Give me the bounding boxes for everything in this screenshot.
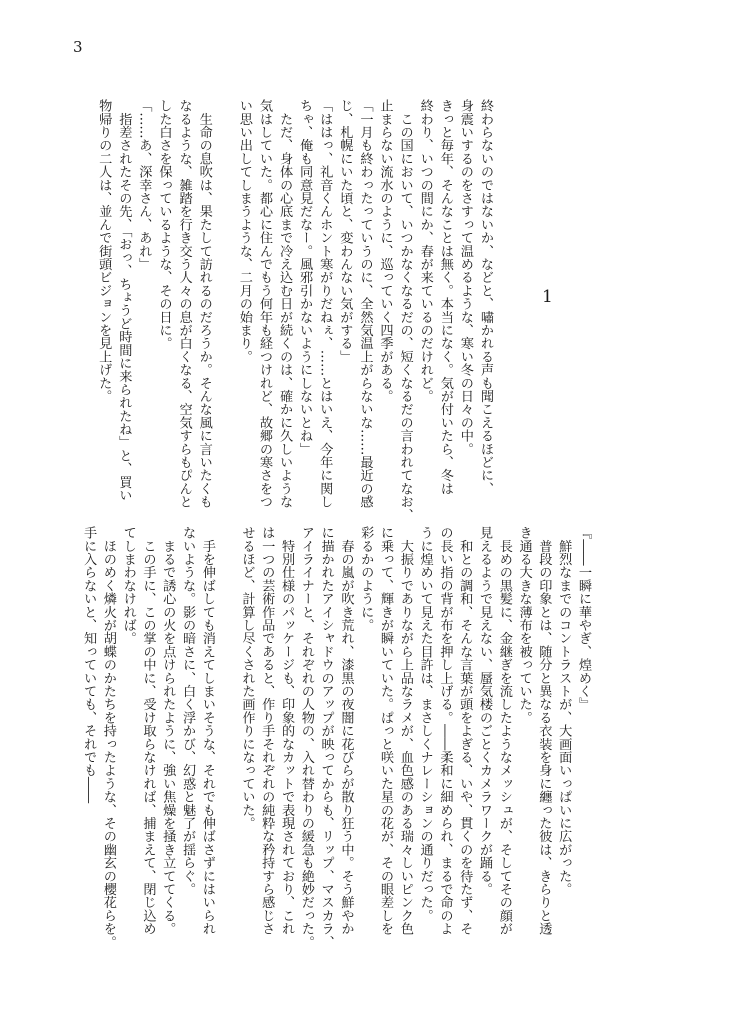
text-column: 普段の印象とは、随分と異なる衣装を身に纏った彼は、きらりと透 bbox=[536, 526, 552, 936]
text-column: 手に入らないと、知っていても、それでも―― bbox=[81, 526, 97, 804]
text-column: の長い指の背が布を押し上げる。――柔和に細められ、まるで命のよ bbox=[437, 526, 453, 936]
text-column: 長めの黒髪に、金継ぎを流したようなメッシュが、そしてその顔が bbox=[496, 526, 512, 936]
text-column: 身震いするのをさすって温めるような、寒い冬の日々の中。 bbox=[457, 99, 473, 456]
text-column: まるで誘心の火を点けられたように、強い焦燥を掻き立ててくる。 bbox=[160, 526, 176, 936]
text-column: 終わらないのではないか、などと、嘯かれる声も聞こえるほどに、 bbox=[478, 99, 493, 495]
text-column: きっと毎年、そんなことは無く。本当になく。気が付いたら、冬は bbox=[437, 99, 453, 495]
text-column: この国において、いつかなくなるだの、短くなるだの言われてなお、 bbox=[397, 99, 413, 522]
text-column: ただ、身体の心底まで冷え込む日が続くのは、確かに久しいような bbox=[277, 99, 293, 509]
text-column: 鮮烈なまでのコントラストが、大画面いっぱいに広がった。 bbox=[556, 526, 572, 896]
text-column: ちゃ、俺も同意見だなー。風邪引かないようにしないとね」 bbox=[297, 99, 313, 456]
text-column: 物帰りの二人は、並んで街頭ビジョンを見上げた。 bbox=[96, 99, 112, 403]
text-column: うに煌めいて見えた目許は、まさしくナレーションの通りだった。 bbox=[417, 526, 433, 922]
text-column: 「……あ、深幸さん、あれ」 bbox=[136, 99, 152, 271]
text-column: なるような、雑踏を行き交う人々の息が白くなる、空気すらもぴんと bbox=[176, 99, 192, 509]
text-column: ないような。影の暗さに、白く浮かび、幻惑と魅了が揺らぐ。 bbox=[180, 526, 196, 896]
text-column: い思い出してしまうような、二月の始まり。 bbox=[236, 99, 252, 363]
text-column: 生命の息吹は、果たして訪れるのだろうか。そんな風に言いたくも bbox=[196, 99, 212, 509]
text-column: は一つの芸術作品であると、作り手それぞれの純粋な矜持すら感じさ bbox=[259, 526, 275, 936]
text-column: この手に、この掌の中に、受け取らなければ、捕まえて、閉じ込め bbox=[140, 526, 156, 936]
text-column: 指差されたその先、「おっ、ちょうど時間に来られたね」と、買い bbox=[116, 99, 132, 502]
text-column: した白さを保っているような、その日に。 bbox=[156, 99, 172, 350]
upper-text-block bbox=[93, 99, 495, 524]
text-column: 彩るかのように。 bbox=[358, 526, 374, 632]
text-column: せるほど、計算し尽くされた画作りになっていた。 bbox=[239, 526, 255, 830]
text-column: に描かれたアイシャドウのアップが映ってからも、リップ、マスカラ、 bbox=[318, 526, 334, 949]
text-column: じ、札幌にいた頃と、変わんない気がする」 bbox=[337, 99, 353, 363]
text-column: アイライナーと、それぞれの人物の、入れ替わりの緩急も絶妙だった。 bbox=[298, 526, 314, 949]
text-column: き通る大きな薄布を被っていた。 bbox=[516, 526, 532, 724]
text-column: 気はしていた。都心に住んでもう何年も経つけれど、故郷の寒さをつ bbox=[256, 99, 272, 509]
text-column: 和との調和、そんな言葉が頭をよぎる、いや、貫くのを待たず、そ bbox=[457, 526, 473, 936]
paragraph-break bbox=[217, 526, 237, 951]
text-column: 見えるようで見えない、蜃気楼のごとくカメラワークが踊る。 bbox=[477, 526, 493, 896]
text-column: てしまわなければ。 bbox=[120, 526, 136, 645]
text-column: 手を伸ばしても消えてしまいそうな、それでも伸ばさずにはいられ bbox=[199, 526, 215, 936]
text-column: 「ははっ、礼音くんホント寒がりだねぇ、……とはいえ、今年に関し bbox=[317, 99, 333, 509]
text-column: 止まらない流水のように、巡っていく四季がある。 bbox=[377, 99, 393, 403]
text-column: に乗って、輝きが瞬いていた。ぱっと咲いた星の花が、その眼差しを bbox=[378, 526, 394, 936]
chapter-number: 1 bbox=[542, 287, 553, 307]
paragraph-break bbox=[214, 99, 234, 524]
page-number: 3 bbox=[73, 38, 83, 56]
text-column: 大振りでありながら上品なラメが、血色感のある瑞々しいピンク色 bbox=[397, 526, 413, 936]
text-column: 特別仕様のパッケージも、印象的なカットで表現されており、これ bbox=[279, 526, 295, 936]
text-column: 『――一瞬に華やぎ、煌めく』 bbox=[576, 526, 591, 711]
lower-text-block bbox=[78, 526, 593, 951]
text-column: 「一月も終わったっていうのに、全然気温上がらないな……最近の感 bbox=[357, 99, 373, 509]
text-column: ほのめく燐火が胡蝶のかたちを持ったような、その幽玄の櫻花らを。 bbox=[100, 526, 116, 949]
text-column: 春の嵐が吹き荒れ、漆黒の夜闇に花びらが散り狂う中。そう鮮やか bbox=[338, 526, 354, 936]
text-column: 終わり、いつの間にか、春が来ているのだけれど。 bbox=[417, 99, 433, 403]
